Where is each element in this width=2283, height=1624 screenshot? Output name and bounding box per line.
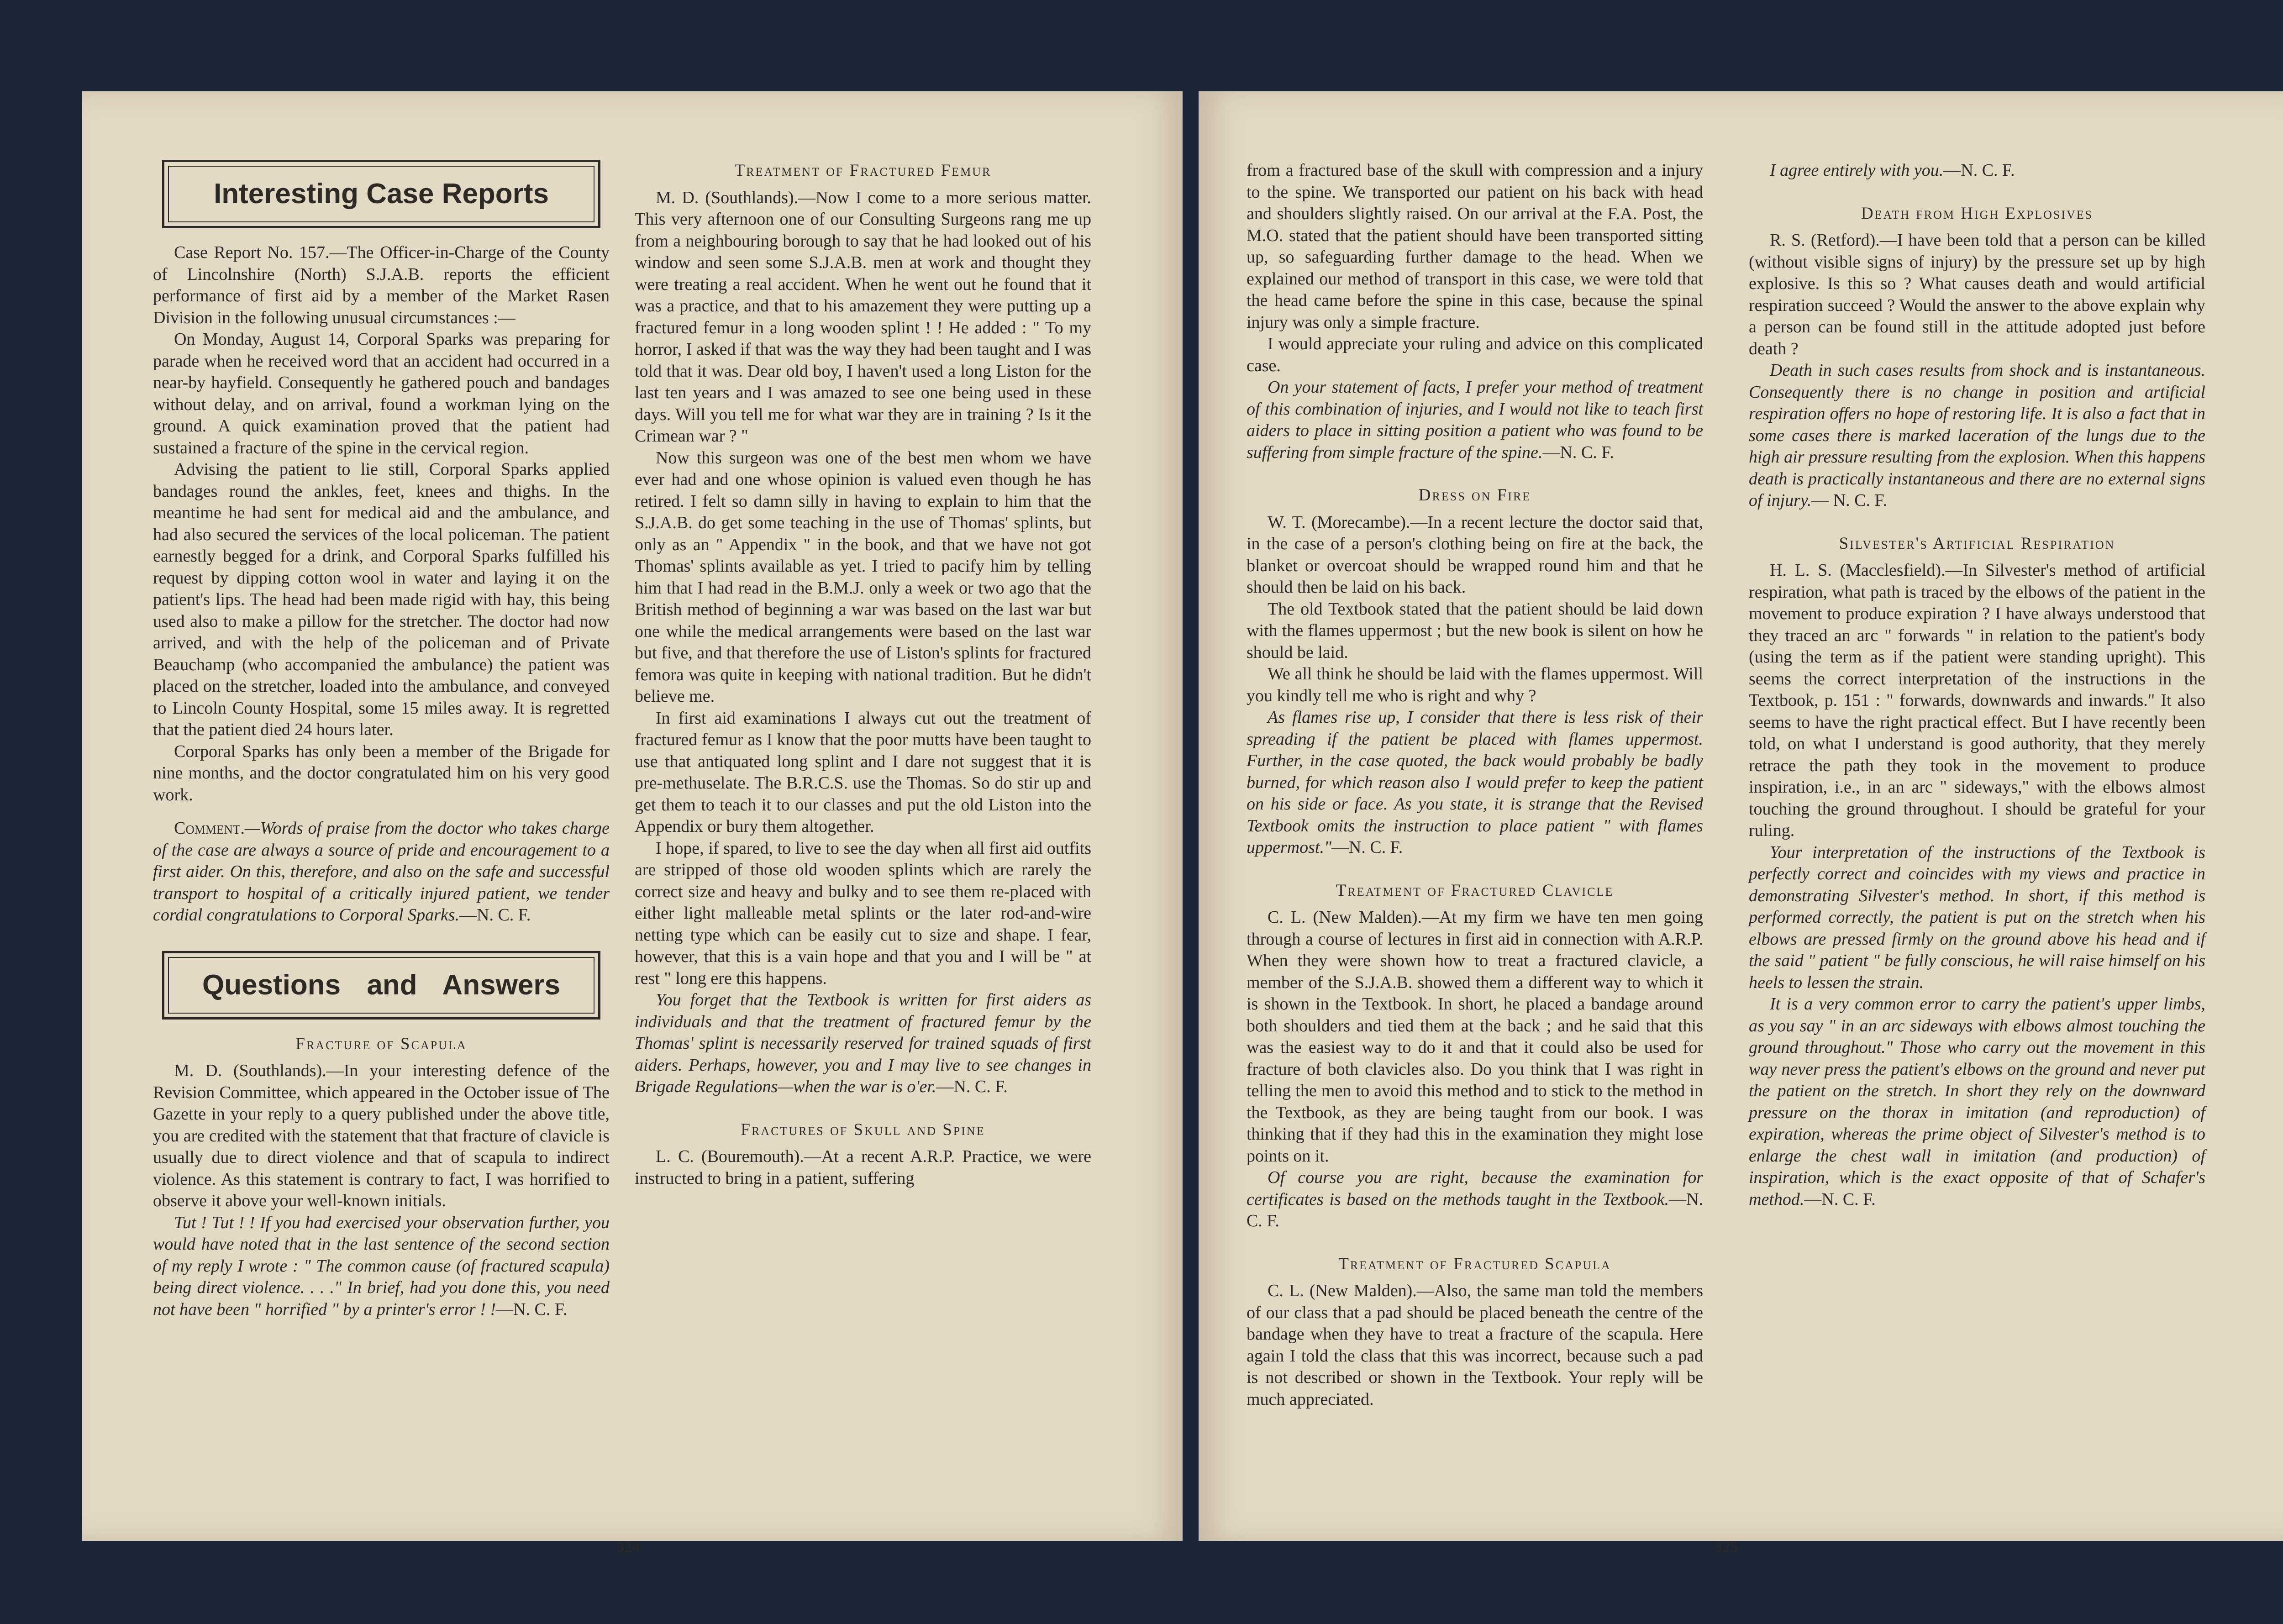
clavicle-heading: Treatment of Fractured Clavicle bbox=[1336, 881, 1614, 900]
scapula2-question: C. L. (New Malden).—Also, the same man told the members of our class that a pad should be placed beneath the centre of the bandage when they have to treat a fracture of the scapula. Here again I told the class that this was incorrect, because such a pad is not described or shown in the Textbook. Your reply will be much appreciated. bbox=[1247, 1281, 1703, 1409]
fire-question: The old Textbook stated that the patient should be laid down with the flames uppermost ; but the new book is silent on how he should be laid. bbox=[1247, 599, 1703, 662]
skull-question-continued: I would appreciate your ruling and advice on this complicated case. bbox=[1247, 334, 1703, 375]
scapula-question: M. D. (Southlands).—In your interesting defence of the Revision Committee, which appeared in the October issue of The Gazette in your reply to a query published under the above title, you are credited with the statement that that fracture of clavicle is usually due to direct violence and that of scapula to indirect violence. As this statement is contrary to fact, I was horrified to observe it above your well-known initials. bbox=[153, 1061, 610, 1210]
scapula2-answer: I agree entirely with you. bbox=[1770, 161, 1944, 180]
femur-signature: —N. C. F. bbox=[936, 1077, 1008, 1096]
femur-question: I hope, if spared, to live to see the day when all first aid outfits are stripped of those old wooden splints which are rarely the correct size and heavy and bulky and to see them re-placed with either light malleable metal splints or the later rod-and-wire netting type which can be easily cut to size and shape. I fear, however, that this is a vain hope and that you and I will be " at rest " long ere this happens. bbox=[635, 838, 1091, 988]
left-page bbox=[82, 91, 1183, 1556]
explosives-signature: — N. C. F. bbox=[1811, 491, 1888, 510]
scapula2-heading: Treatment of Fractured Scapula bbox=[1338, 1254, 1611, 1273]
case-report-paragraph: On Monday, August 14, Corporal Sparks was preparing for parade when he received word that an accident had occurred in a near-by hayfield. Consequently he gathered pouch and bandages without delay, and on arrival, found a workman lying on the ground. A quick examination proved that the patient had sustained a fracture of the spine in the cervical region. bbox=[153, 330, 610, 457]
comment-text: —Words of praise from the doctor who takes charge of the case are always a source of pride and encouragement to a first aider. On this, therefore, and also on the safe and successful transport to hospital of a critically injured patient, we tender cordial congratulations to Corporal Sparks. bbox=[153, 819, 610, 925]
silvester-answer: It is a very common error to carry the patient's upper limbs, as you say " in an arc sideways with elbows almost touching the ground throughout." Those who carry out the movement in this way never press the patient's elbows on the ground and never put the patient on the stretch. In short they rely on the downward pressure on the thorax in imitation (and reproduction) of expiration, whereas the prime object of Silvester's method is to enlarge the chest wall in imitation (and production) of inspiration, which is the exact opposite of that of Schafer's method. bbox=[1749, 994, 2205, 1209]
left-column-1 bbox=[153, 160, 610, 1320]
comment-signature: —N. C. F. bbox=[459, 905, 531, 925]
skull-question-continued: from a fractured base of the skull with compression and a injury to the spine. We transported our patient on his back with head and shoulders slightly raised. On our arrival at the F.A. Post, the M.O. stated that the patient should have been transported sitting up, so safeguarding further damage to the head. When we explained our method of transport in this case, we were told that the head came before the spine in this case, because the spinal injury was only a simple fracture. bbox=[1247, 161, 1703, 332]
scapula2-signature: —N. C. F. bbox=[1943, 161, 2015, 180]
skull-question-start: L. C. (Bouremouth).—At a recent A.R.P. Practice, we were instructed to bring in a patient, suffering bbox=[635, 1147, 1091, 1188]
comment-label: Comment. bbox=[174, 819, 245, 838]
fire-question: W. T. (Morecambe).—In a recent lecture the doctor said that, in the case of a person's clothing being on fire at the back, the blanket or overcoat should be wrapped round him and that he should then be laid on his back. bbox=[1247, 512, 1703, 597]
clavicle-answer: Of course you are right, because the examination for certificates is based on the methods taught in the Textbook. bbox=[1247, 1168, 1703, 1209]
page-number-left: 324 bbox=[616, 1539, 640, 1556]
section-heading-box bbox=[162, 160, 600, 228]
explosives-answer-paragraph bbox=[1749, 360, 2205, 512]
case-report-intro: Case Report No. 157.—The Officer-in-Charge of the County of Lincolnshire (North) S.J.A.B. reports the efficient performance of first aid by a member of the Market Rasen Division in the following unusual circumstances :— bbox=[153, 243, 610, 327]
page-number-right: 325 bbox=[1715, 1539, 1738, 1556]
femur-question: In first aid examinations I always cut out the treatment of fractured femur as I know that the poor mutts have been taught to use that antiquated long splint and I dare not suggest that it is pre-methuselate. The B.R.C.S. use the Thomas. So do stir up and get them to teach it to our classes and put the old Liston into the Appendix or bury them altogether. bbox=[635, 708, 1091, 836]
explosives-answer: Death in such cases results from shock and is instantaneous. Consequently there is no change in position and artificial respiration offers no hope of restoring life. It is also a fact that in some cases there is marked laceration of the lungs due to the high air pressure resulting from the explosion. When this happens death is practically instantaneous and there are no external signs of injury. bbox=[1749, 361, 2205, 510]
right-page bbox=[1199, 91, 2283, 1556]
silvester-answer: Your interpretation of the instructions of the Textbook is perfectly correct and coincides with my views and practice in demonstrating Silvester's method. In short, if this method is performed correctly, the patient is put on the stretch when his elbows are pressed firmly on the ground above his head and if the said " patient " be fully conscious, he will raise himself on his heels to lessen the strain. bbox=[1749, 842, 2205, 992]
femur-question: M. D. (Southlands).—Now I come to a more serious matter. This very afternoon one of our Consulting Surgeons rang me up from a neighbouring borough to say that he had looked out of his window and seen some S.J.A.B. men at work and thought they were treating a real accident. When he went out he found that it was a practice, and that to his amazement they were putting up a fractured femur in a long wooden splint ! ! He added : " To my horror, I asked if that was the way they had been taught and I was told that it was. Dear old boy, I haven't used a long Liston for the last ten years and I was amazed to see one being used in these days. Will you tell me for what war they are in training ? Is it the Crimean war ? " bbox=[635, 188, 1091, 446]
femur-answer-paragraph bbox=[635, 989, 1091, 1098]
case-report-paragraph: Advising the patient to lie still, Corporal Sparks applied bandages round the ankles, feet, knees and thighs. In the meantime he had sent for medical aid and the ambulance, and had also secured the services of the local policeman. The patient earnestly begged for a drink, and Corporal Sparks fulfilled his request by dipping cotton wool in water and laying it on the patient's lips. The head had been made rigid with hay, this being used also to make a pillow for the stretcher. The doctor had now arrived, and with the help of the policeman and of Private Beauchamp (who accompanied the ambulance) the patient was placed on the stretcher, loaded into the ambulance, and conveyed to Lincoln County Hospital, some 15 miles away. It is regretted that the patient died 24 hours later. bbox=[153, 460, 610, 739]
scapula-answer: Tut ! Tut ! ! If you had exercised your observation further, you would have noted that in the last sentence of the second section of my reply I wrote : " The common cause (of fractured scapula) being direct violence. . . ." In brief, had you done this, you need not have been " horrified " by a printer's error ! ! bbox=[153, 1213, 610, 1319]
skull-signature: —N. C. F. bbox=[1542, 442, 1614, 462]
fire-heading: Dress on Fire bbox=[1418, 486, 1531, 505]
left-column-2 bbox=[635, 160, 1091, 1189]
silvester-answer-paragraph bbox=[1749, 993, 2205, 1210]
fire-answer: As flames rise up, I consider that there is less risk of their spreading if the patient be placed with flames uppermost. Further, in the case quoted, the back would probably be badly burned, for which reason also I would prefer to keep the patient on his side or face. As you state, it is strange that the Revised Textbook omits the instruction to place patient " with flames uppermost." bbox=[1247, 708, 1703, 857]
femur-heading: Treatment of Fractured Femur bbox=[734, 161, 992, 180]
clavicle-answer-paragraph bbox=[1247, 1167, 1703, 1232]
case-report-paragraph: Corporal Sparks has only been a member of the Brigade for nine months, and the doctor congratulated him on his very good work. bbox=[153, 741, 610, 804]
scapula-answer-paragraph bbox=[153, 1212, 610, 1321]
clavicle-signature: —N. C. F. bbox=[1247, 1189, 1703, 1230]
comment-paragraph bbox=[153, 818, 610, 926]
explosives-question: R. S. (Retford).—I have been told that a person can be killed (without visible signs of injury) by the pressure set up by high explosive. Is this so ? What causes death and would artificial respiration succeed ? Would the answer to the above explain why a person can be found still in the attitude adopted just before death ? bbox=[1749, 231, 2205, 358]
skull-answer-paragraph bbox=[1247, 377, 1703, 463]
scapula-heading: Fracture of Scapula bbox=[295, 1034, 467, 1053]
silvester-question: H. L. S. (Macclesfield).—In Silvester's method of artificial respiration, what path is traced by the elbows of the patient in the movement to produce expiration ? I have always understood that they traced an arc " forwards " in relation to the patient's body (using the term as if the patient were standing upright). This seems the correct interpretation of the instructions in the Textbook, p. 151 : " forwards, downwards and inwards." It also seems to have the right practical effect. But I have recently been told, on what I understand is good authority, that they merely retrace the path they took in the movement to produce inspiration, i.e., in an arc " sideways," with the elbows almost touching the ground throughout. I should be grateful for your ruling. bbox=[1749, 561, 2205, 840]
qa-heading-box bbox=[162, 951, 600, 1020]
scapula2-answer-paragraph bbox=[1749, 160, 2205, 182]
fire-signature: —N. C. F. bbox=[1331, 838, 1403, 857]
clavicle-question: C. L. (New Malden).—At my firm we have ten men going through a course of lectures in first aid in connection with A.R.P. When they were shown how to treat a fractured clavicle, a member of the S.J.A.B. showed them a different way to which it is shown in the Textbook. In short, he placed a bandage around both shoulders and tied them at the back ; and he said that this was the easiest way to do it and that it could also be used for fracture of both clavicles also. Do you think that I was right in telling the men to avoid this method and to stick to the method in the Textbook, as they are being taught from our book. I was thinking that if they had this in the examination they might lose points on it. bbox=[1247, 908, 1703, 1166]
fire-answer-paragraph bbox=[1247, 707, 1703, 859]
fire-question: We all think he should be laid with the flames uppermost. Will you kindly tell me who is right and why ? bbox=[1247, 664, 1703, 705]
femur-answer: You forget that the Textbook is written for first aiders as individuals and that the treatment of fractured femur by the Thomas' splint is necessarily reserved for trained squads of first aiders. Perhaps, however, you and I may live to see changes in Brigade Regulations—when the war is o'er. bbox=[635, 990, 1091, 1096]
skull-answer: On your statement of facts, I prefer your method of treatment of this combination of injuries, and I would not like to teach first aiders to place in sitting position a patient who was found to be suffering from simple fracture of the spine. bbox=[1247, 378, 1703, 462]
silvester-heading: Silvester's Artificial Respiration bbox=[1839, 534, 2115, 553]
right-column-2 bbox=[1749, 160, 2205, 1210]
skull-heading: Fractures of Skull and Spine bbox=[741, 1120, 985, 1139]
silvester-signature: —N. C. F. bbox=[1804, 1189, 1876, 1209]
scapula-signature: —N. C. F. bbox=[496, 1299, 568, 1319]
qa-heading: Questions and Answers bbox=[168, 957, 594, 1014]
explosives-heading: Death from High Explosives bbox=[1861, 204, 2094, 223]
right-column-1 bbox=[1247, 160, 1703, 1410]
section-heading: Interesting Case Reports bbox=[168, 166, 594, 222]
femur-question: Now this surgeon was one of the best men whom we have ever had and one whose opinion is valued even though he has retired. I felt so damn silly in having to explain to him that the S.J.A.B. do get some teaching in the use of Thomas' splints, but only as an " Appendix " in the book, and that we have not got Thomas' splints available as yet. I tried to pacify him by telling him that I had read in the B.M.J. only a week or two ago that the British method of beginning a war was based on the last war but one while the medical arrangements were based on the last war but five, and that therefore the use of Liston's splints for fractured femora was quite in keeping with national tradition. But he didn't believe me. bbox=[635, 448, 1091, 706]
